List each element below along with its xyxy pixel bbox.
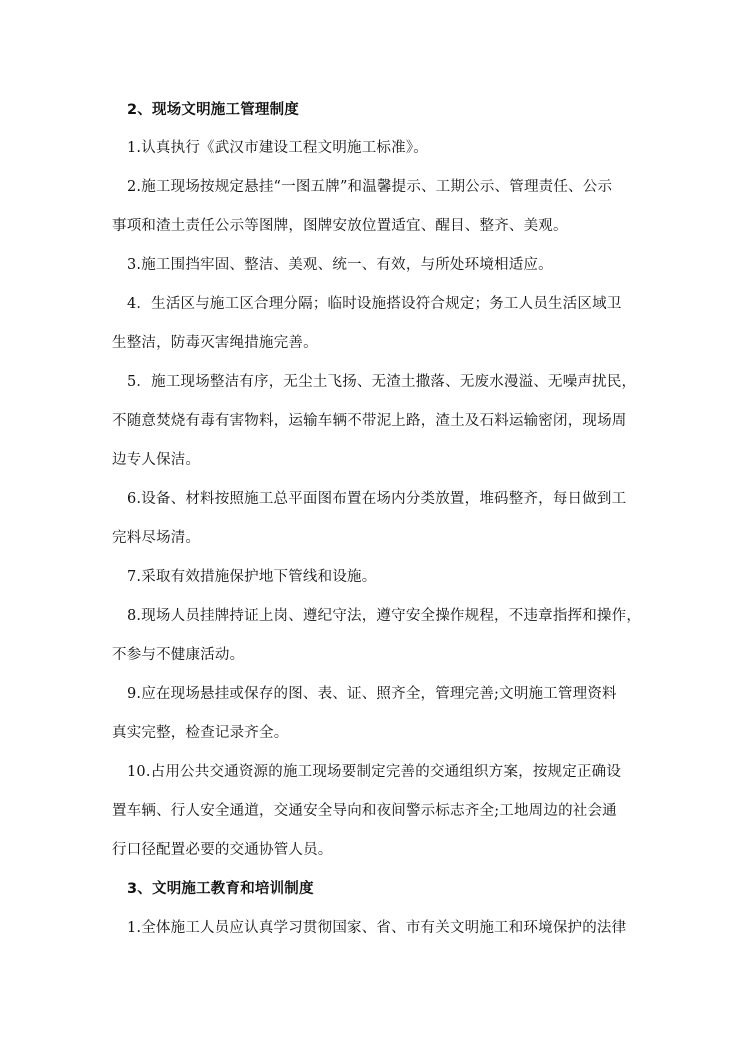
paragraph-line: 真实完整，检查记录齐全。 xyxy=(112,725,289,741)
section-heading: 2、现场文明施工管理制度 xyxy=(127,102,299,118)
paragraph-line: 6.设备、材料按照施工总平面图布置在场内分类放置，堆码整齐，每日做到工 xyxy=(127,491,627,507)
paragraph-line: 5．施工现场整洁有序，无尘土飞扬、无渣土撒落、无废水漫溢、无噪声扰民， xyxy=(127,374,637,390)
paragraph-line: 不参与不健康活动。 xyxy=(112,647,245,663)
paragraph-line: 边专人保洁。 xyxy=(112,452,201,468)
paragraph-line: 1.认真执行《武汉市建设工程文明施工标准》。 xyxy=(127,140,428,156)
paragraph-line: 2.施工现场按规定悬挂“一图五牌”和温馨提示、工期公示、管理责任、公示 xyxy=(127,179,613,195)
paragraph-line: 行口径配置必要的交通协管人员。 xyxy=(112,842,333,858)
paragraph-line: 不随意焚烧有毒有害物料，运输车辆不带泥上路，渣土及石料运输密闭，现场周 xyxy=(112,413,627,429)
paragraph-line: 9.应在现场悬挂或保存的图、表、证、照齐全，管理完善;文明施工管理资料 xyxy=(127,686,617,702)
paragraph-line: 4．生活区与施工区合理分隔；临时设施搭设符合规定；务工人员生活区域卫 xyxy=(127,296,622,312)
paragraph-line: 事项和渣土责任公示等图牌，图牌安放位置适宜、醒目、整齐、美观。 xyxy=(112,218,568,234)
section-heading: 3、文明施工教育和培训制度 xyxy=(127,881,314,897)
paragraph-line: 8.现场人员挂牌持证上岗、遵纪守法，遵守安全操作规程，不违章指挥和操作， xyxy=(127,608,642,624)
paragraph-line: 1.全体施工人员应认真学习贯彻国家、省、市有关文明施工和环境保护的法律 xyxy=(127,920,627,936)
paragraph-line: 10.占用公共交通资源的施工现场要制定完善的交通组织方案，按规定正确设 xyxy=(127,764,622,780)
paragraph-line: 7.采取有效措施保护地下管线和设施。 xyxy=(127,569,377,585)
paragraph-line: 置车辆、行人安全通道，交通安全导向和夜间警示标志齐全;工地周边的社会通 xyxy=(112,803,617,819)
paragraph-line: 生整洁，防毒灭害绳措施完善。 xyxy=(112,335,318,351)
paragraph-line: 完料尽场清。 xyxy=(112,530,201,546)
paragraph-line: 3.施工围挡牢固、整洁、美观、统一、有效，与所处环境相适应。 xyxy=(127,257,553,273)
